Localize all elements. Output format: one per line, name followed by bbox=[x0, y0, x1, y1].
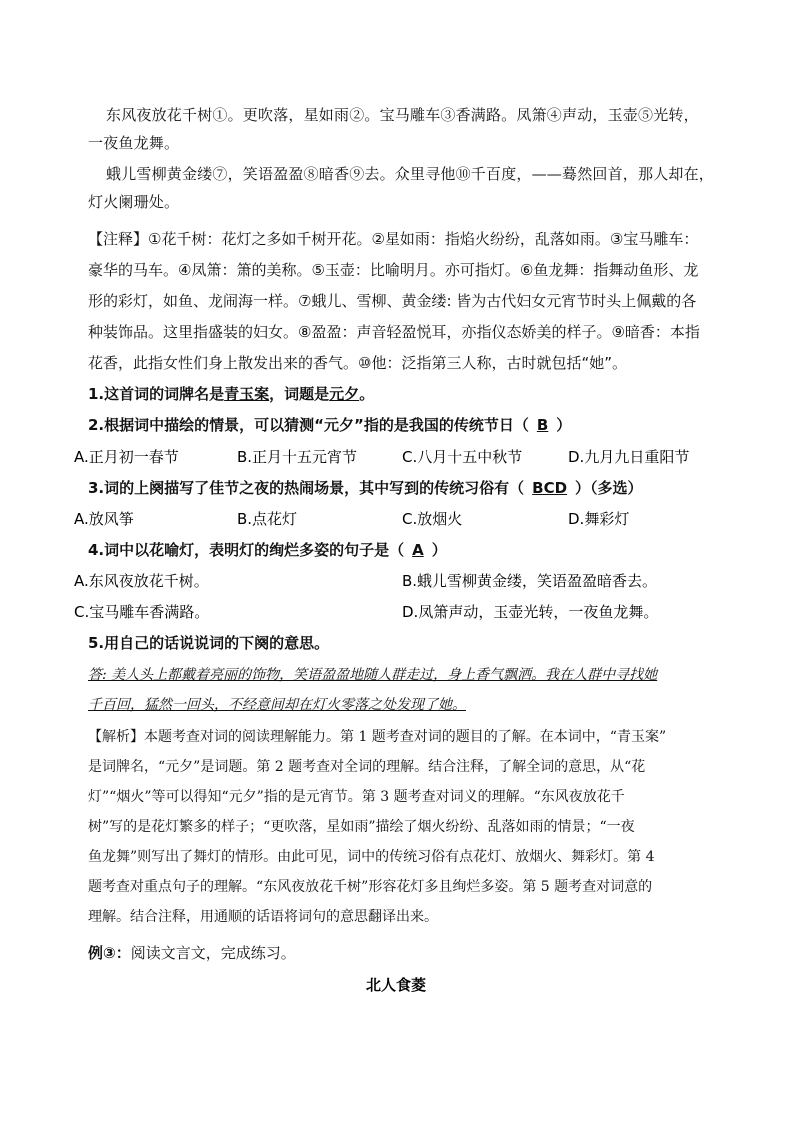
analysis-line-1: 【解析】本题考查对词的阅读理解能力。第 1 题考查对词的题目的了解。在本词中，“青玉案” bbox=[88, 729, 667, 745]
notes-line-5: 花香，此指女性们身上散发出来的香气。⑩他：泛指第三人称，古时就包括“她”。 bbox=[88, 354, 627, 372]
answer-5-line-2: 千百回，猛然一回头，不经意间却在灯火零落之处发现了她。 bbox=[88, 697, 466, 713]
example-3-text: 阅读文言文，完成练习。 bbox=[130, 944, 296, 962]
analysis-line-2: 是词牌名，“元夕”是词题。第 2 题考查对全词的理解。结合注释，了解全词的意思，从“花 bbox=[88, 759, 646, 775]
analysis-line-4: 树”写的是花灯繁多的样子；“更吹落，星如雨”描绘了烟火纷纷、乱落如雨的情景；“一夜 bbox=[88, 819, 635, 835]
q2-option-b: B.正月十五元宵节 bbox=[237, 448, 358, 466]
q3-option-d: D.舞彩灯 bbox=[568, 510, 630, 528]
poem-line-1: 东风夜放花千树①。更吹落，星如雨②。宝马雕车③香满路。凤箫④声动，玉壶⑤光转， bbox=[106, 106, 699, 124]
q2-option-a: A.正月初一春节 bbox=[74, 448, 179, 466]
notes-line-2: 豪华的马车。④凤箫：箫的美称。⑤玉壶：比喻明月。亦可指灯。⑥鱼龙舞：指舞动鱼形、龙 bbox=[88, 261, 699, 279]
question-2: 2.根据词中描绘的情景，可以猜测“元夕”指的是我国的传统节日（ B ） bbox=[88, 416, 572, 434]
notes-line-4: 种装饰品。这里指盛装的妇女。⑧盈盈：声音轻盈悦耳，亦指仪态娇美的样子。⑨暗香：本指 bbox=[88, 323, 700, 341]
notes-line-3: 形的彩灯，如鱼、龙闹海一样。⑦蛾儿、雪柳、黄金缕: 皆为古代妇女元宵节时头上佩戴的各 bbox=[88, 292, 697, 310]
question-5: 5.用自己的话说说词的下阕的意思。 bbox=[88, 634, 330, 652]
q1-answer-1: 青玉案 bbox=[224, 385, 270, 403]
example-3-label: 例③： bbox=[88, 944, 131, 962]
q4-option-c: C.宝马雕车香满路。 bbox=[74, 603, 210, 621]
analysis-line-5: 鱼龙舞”则写出了舞灯的情形。由此可见，词中的传统习俗有点花灯、放烟火、舞彩灯。第 4 bbox=[88, 849, 655, 865]
q4-option-d: D.凤箫声动，玉壶光转，一夜鱼龙舞。 bbox=[402, 603, 659, 621]
section-title: 北人食菱 bbox=[366, 976, 427, 994]
analysis-line-3: 灯”“烟火”等可以得知“元夕”指的是元宵节。第 3 题考查对词义的理解。“东风夜放花千 bbox=[88, 789, 625, 805]
q2-option-c: C.八月十五中秋节 bbox=[402, 448, 523, 466]
q4-option-a: A.东风夜放花千树。 bbox=[74, 572, 209, 590]
question-3: 3.词的上阕描写了佳节之夜的热闹场景，其中写到的传统习俗有（ BCD ）（多选） bbox=[88, 479, 643, 497]
q4-answer: A bbox=[412, 541, 424, 559]
question-1: 1.这首词的词牌名是青玉案，词题是元夕。 bbox=[88, 385, 375, 403]
poem-line-3: 蛾儿雪柳黄金缕⑦，笑语盈盈⑧暗香⑨去。众里寻他⑩千百度，——蓦然回首，那人却在， bbox=[106, 165, 715, 183]
analysis-line-6: 题考查对重点句子的理解。“东风夜放花千树”形容花灯多且绚烂多姿。第 5 题考查对词意的 bbox=[88, 879, 653, 895]
q3-option-c: C.放烟火 bbox=[402, 510, 463, 528]
q1-answer-2: 元夕 bbox=[329, 385, 360, 403]
example-3 bbox=[88, 942, 706, 963]
poem-line-2: 一夜鱼龙舞。 bbox=[88, 134, 180, 152]
q3-option-a: A.放风筝 bbox=[74, 510, 134, 528]
q4-option-b: B.蛾儿雪柳黄金缕，笑语盈盈暗香去。 bbox=[402, 572, 658, 590]
answer-5-line-1: 答: 美人头上都戴着亮丽的饰物，笑语盈盈地随人群走过，身上香气飘洒。我在人群中寻找她 bbox=[88, 667, 658, 683]
q2-answer: B bbox=[536, 416, 549, 434]
q2-option-d: D.九月九日重阳节 bbox=[568, 448, 690, 466]
notes-line-1: 【注释】①花千树：花灯之多如千树开花。②星如雨：指焰火纷纷，乱落如雨。③宝马雕车： bbox=[88, 230, 699, 248]
question-4: 4.词中以花喻灯，表明灯的绚烂多姿的句子是（ A ） bbox=[88, 541, 447, 559]
q3-option-b: B.点花灯 bbox=[237, 510, 298, 528]
analysis-line-7: 理解。结合注释，用通顺的话语将词句的意思翻译出来。 bbox=[88, 909, 438, 925]
q3-answer: BCD bbox=[532, 479, 568, 497]
poem-line-4: 灯火阑珊处。 bbox=[88, 193, 180, 211]
